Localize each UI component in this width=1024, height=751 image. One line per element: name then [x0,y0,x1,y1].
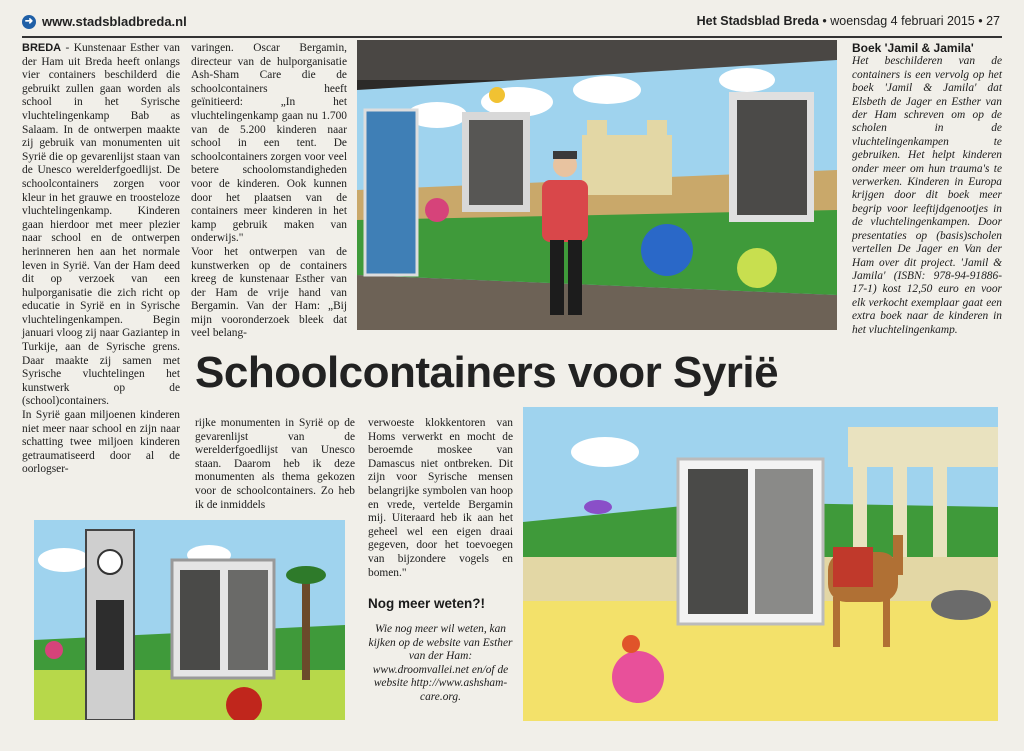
column-1-text-2: In Syrië gaan miljoenen kinderen niet meer naar school en zijn naar schatting twee miljoen kinderen getraumatiseerd door al de oorlogser- [22,409,180,476]
column-3-text: rijke monumenten in Syrië op de gevarenlijst van de werelderfgoedlijst van Unesco staan. Daarom heb ik deze monumenten als thema gekozen voor de schoolcontainers. Zo heb ik de inmiddels [195,417,355,511]
column-2-text-2: Voor het ontwerpen van de kunstwerken op de containers kreeg de kunstenaar Esther van der Ham de vrije hand van Bergamin. Van der Ham: „Bij mijn vooronderzoek bleek dat veel belang- [191,245,347,340]
publication-name: Het Stadsblad Breda [696,14,819,28]
info-box-text: Wie nog meer wil weten, kan kijken op de website van Esther van der Ham: www.droomvallei.net en/of de website http://www.ashsham-care.org. [368,623,513,703]
photo-container-artist [357,40,837,330]
column-1-text: - Kunstenaar Esther van der Ham uit Breda heeft onlangs vier containers beschilderd die gebruikt zullen gaan worden als school in het Syrische vluchtelingenkamp Bab as Salaam. In de ontwerpen maakte zij gebruik van monumenten uit Syrië die op gevarenlijst staan van de Unesco werelderfgoedlijst. De schoolcontainers zorgen voor kleur in het grauwe en troosteloze vluchtelingenkamp. Kinderen gaan hierdoor met meer plezier naar school en de ontwerpen herinneren hen aan het normale leven in Syrië. Van der Ham deed dit op verzoek van een hulporganisatie die zich richt op educatie in Syrië en in Syrische vluchtelingenkampen. Begin januari vloog zij naar Gaziantep in Turkije, aan de Syrische grens. Daar maakte zij samen met Syrische vluchtelingen het kunstwerk op de (school)containers. [22,42,180,408]
date-page: • woensdag 4 februari 2015 • 27 [818,14,1000,28]
dateline: BREDA [22,42,62,54]
sidebar-title: Boek 'Jamil & Jamila' [852,41,974,55]
column-4-text: verwoeste klokkentoren van Homs verwerkt en mocht de beroemde moskee van Damascus niet ontbreken. Dit zijn voor Syrische mensen belangrijke symbolen van hoop en vrede, vertelde Bergamin mij. Uiteraard heb ik aan het geheel wel een eigen draai gegeven, door het toevoegen van bijzondere vogels en bomen." [368,417,513,579]
photo-clock-tower [34,520,345,720]
site-url[interactable]: www.stadsbladbreda.nl [42,14,187,29]
article-column-4 [368,417,513,580]
column-2-text: varingen. Oscar Bergamin, directeur van de hulporganisatie Ash-Sham Care die de schoolcontainers heeft geïnitieerd: „In het vluchtelingenkamp gaan nu 1.700 van de 5.200 kinderen naar school in een tent. De schoolcontainers zorgen voor veel betere schoolomstandigheden voor de kinderen. Ook kunnen door het plaatsen van de containers meer kinderen in het kamp gebruik maken van onderwijs." [191,42,347,245]
photo-ruins-camel [523,407,998,721]
site-header [22,14,187,29]
sidebar-text: Het beschilderen van de containers is een vervolg op het boek 'Jamil & Jamila' dat Elsbeth de Jager en Esther van der Ham schreven om op de scholen in de vluchtelingenkampen te gebruiken. Het helpt kinderen onder meer om hun trauma's te verwerken. Kinderen in Europa krijgen door dit boek meer begrip voor leeftijdgenootjes in de vluchtelingenkampen. Door presentaties op (basis)scholen vertellen De Jager en Van der Ham over dit project. 'Jamil & Jamila' (ISBN: 978-94-91886-17-1) kost 12,50 euro en voor elk verkocht exemplaar gaat een extra boek naar de kinderen in het vluchtelingenkamp. [852,55,1002,336]
article-column-1 [22,42,180,477]
headline: Schoolcontainers voor Syrië [195,348,779,397]
publication-line [697,14,1000,28]
article-column-2 [191,42,347,341]
sidebar-book [852,42,1002,337]
article-column-3 [195,417,355,512]
info-box [368,596,513,705]
header-rule [22,36,1002,38]
info-box-title: Nog meer weten?! [368,596,486,611]
arrow-icon: ➜ [22,15,36,29]
